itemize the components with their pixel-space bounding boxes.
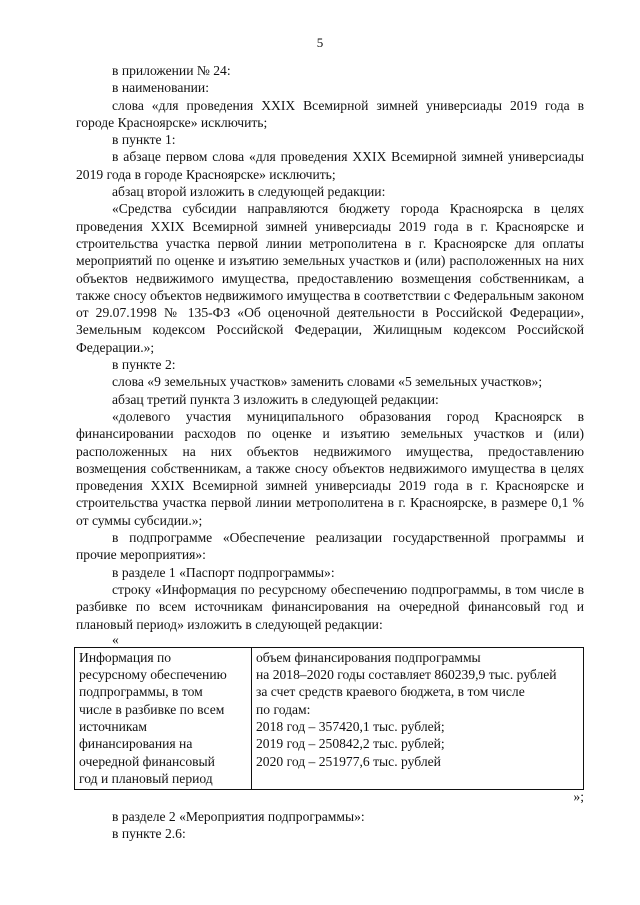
table-cell-line: год и плановый период — [79, 770, 213, 786]
table-row — [75, 647, 584, 789]
table-cell-line: 2019 год – 250842,2 тыс. рублей; — [256, 736, 445, 752]
paragraph: в абзаце первом слова «для проведения XXIX Всемирной зимней универсиады 2019 года в городе Красноярске» исключить; — [76, 149, 584, 182]
paragraph: в наименовании: — [112, 80, 209, 96]
paragraphs-bottom — [76, 808, 584, 843]
table-cell-line: по годам: — [256, 701, 311, 717]
table-cell-line: очередной финансовый — [79, 753, 215, 769]
paragraph: «долевого участия муниципального образования город Красноярск в финансировании расходов по оценке и изъятию земельных участков и (или) расположенных на них объектов недвижимого имущества, предоставлению возмещения собственникам, а также сносу объектов недвижимого имущества в целях проведения XXIX Всемирной зимней универсиады 2019 года в г. Красноярске и строительства участка первой линии метрополитена в г. Красноярске, в размере 0,1 % от суммы субсидии.»; — [76, 408, 584, 528]
table-cell-line: 2018 год – 357420,1 тыс. рублей; — [256, 718, 445, 734]
quote-open-mark: « — [112, 631, 119, 647]
table-cell-line: 2020 год – 251977,6 тыс. рублей — [256, 753, 441, 769]
table-cell-line: подпрограммы, в том — [79, 684, 203, 700]
table-cell-line: на 2018–2020 годы составляет 860239,9 тыс. рублей — [256, 667, 557, 683]
paragraph: в подпрограмме «Обеспечение реализации государственной программы и прочие мероприятия»: — [76, 530, 584, 563]
table-cell-value — [252, 647, 584, 789]
table-cell-line: финансирования на — [79, 736, 193, 752]
paragraph: «Средства субсидии направляются бюджету города Красноярска в целях проведения XXIX Всемирной зимней универсиады 2019 года в г. Красноярске и строительства участка первой линии метрополитена в г. Красноярске для оплаты мероприятий по оценке и изъятию земельных участков и (или) расположенных на них объектов недвижимого имущества, предоставлению возмещения собственникам, а также сносу объектов недвижимого имущества в соответствии с Федеральным законом от 29.07.1998 № 135-ФЗ «Об оценочной деятельности в Российской Федерации», Земельным кодексом Российской Федерации, Жилищным кодексом Российской Федерации.»; — [76, 201, 584, 355]
paragraph: в разделе 2 «Мероприятия подпрограммы»: — [112, 809, 365, 825]
table-cell-line: ресурсному обеспечению — [79, 667, 227, 683]
paragraph: в разделе 1 «Паспорт подпрограммы»: — [112, 564, 335, 580]
table-cell-line: за счет средств краевого бюджета, в том числе — [256, 684, 525, 700]
resource-info-table — [74, 647, 584, 790]
document-body — [76, 62, 584, 843]
quote-close-mark: »; — [573, 789, 584, 805]
paragraph: строку «Информация по ресурсному обеспечению подпрограммы, в том числе в разбивке по всем источникам финансирования на очередной финансовый год и плановый период» изложить в следующей редакции: — [76, 581, 584, 632]
page-number: 5 — [316, 35, 324, 50]
paragraph: в приложении № 24: — [112, 63, 231, 78]
paragraph: в пункте 2: — [112, 357, 176, 373]
table-cell-label — [75, 647, 252, 789]
paragraph: в пункте 1: — [112, 132, 176, 148]
table-cell-line: объем финансирования подпрограммы — [256, 649, 481, 665]
paragraph: абзац второй изложить в следующей редакции: — [112, 184, 386, 200]
table-cell-line: Информация по — [79, 649, 172, 665]
paragraph: в пункте 2.6: — [112, 826, 186, 842]
paragraphs-top — [76, 62, 584, 633]
table-cell-line: источникам — [79, 718, 147, 734]
paragraph: абзац третий пункта 3 изложить в следующей редакции: — [112, 391, 439, 407]
paragraph: слова «для проведения XXIX Всемирной зимней универсиады 2019 года в городе Красноярске» исключить; — [76, 97, 584, 130]
table-cell-line: числе в разбивке по всем — [79, 701, 225, 717]
paragraph: слова «9 земельных участков» заменить словами «5 земельных участков»; — [112, 374, 543, 390]
